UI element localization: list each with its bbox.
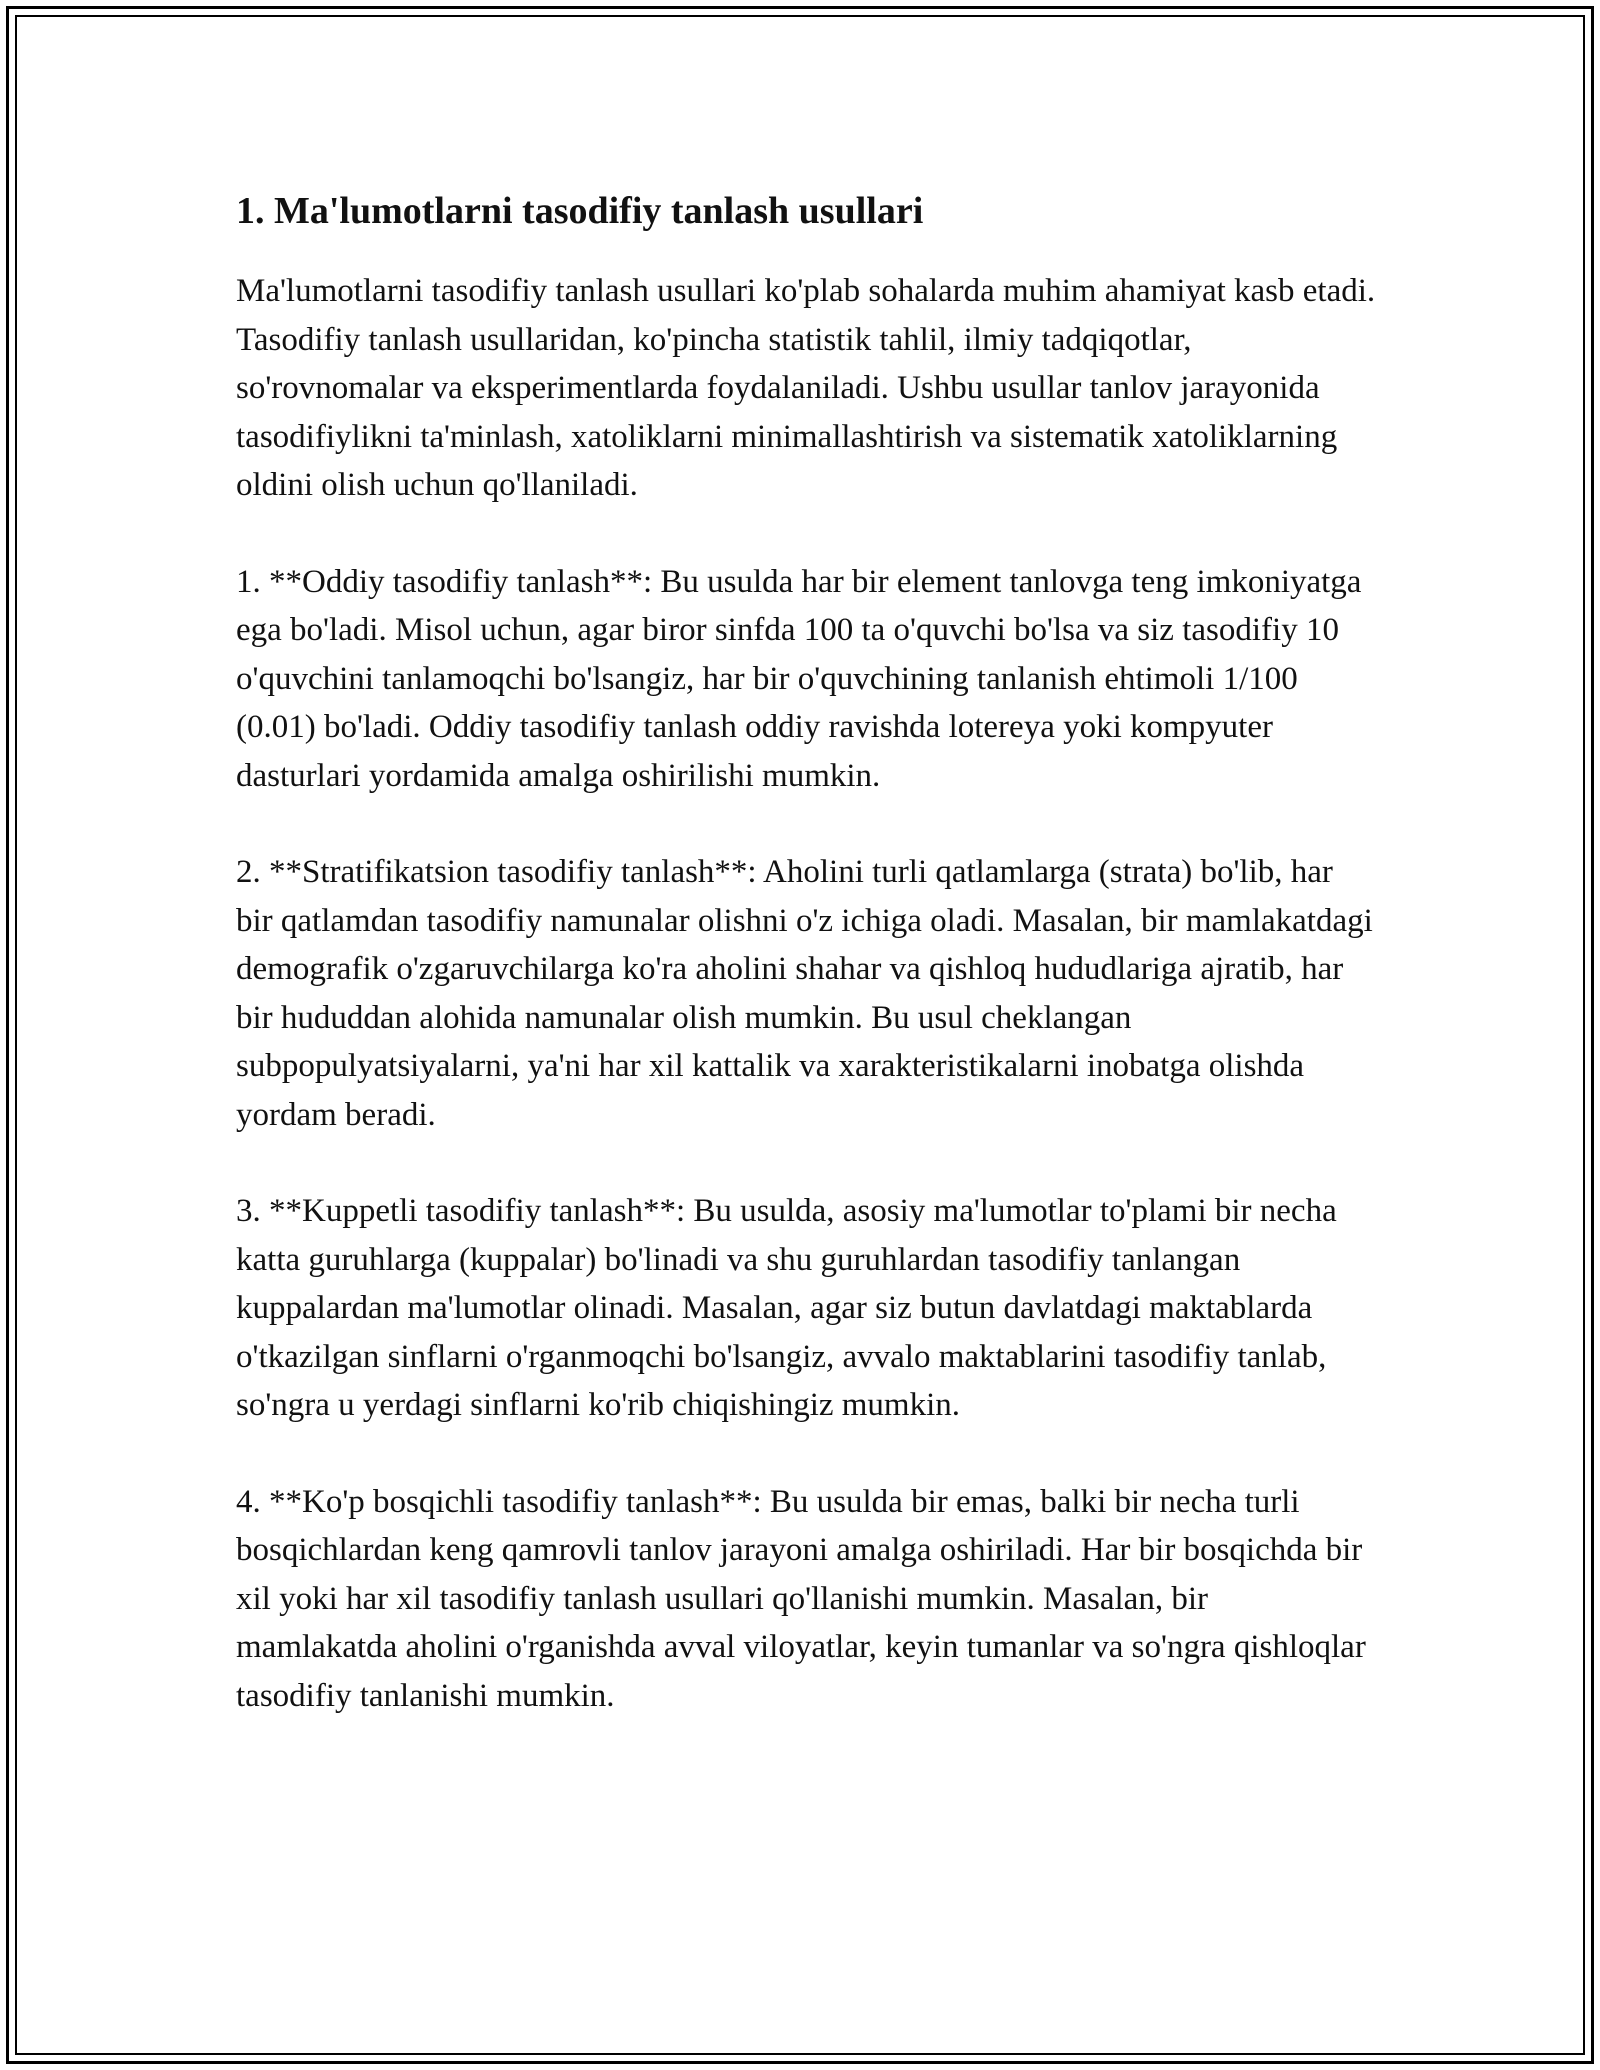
document-body [236, 185, 1376, 1768]
paragraph-simple-random-sampling: 1. **Oddiy tasodifiy tanlash**: Bu usulda har bir element tanlovga teng imkoniyatga ega bo'ladi. Misol uchun, agar biror sinfda 100 ta o'quvchi bo'lsa va siz tasodifiy 10 o'quvchini tanlamoqchi bo'lsangiz, har bir o'quvchining tanlanish ehtimoli 1/100 (0.01) bo'ladi. Oddiy tasodifiy tanlash oddiy ravishda lotereya yoki kompyuter dasturlari yordamida amalga oshirilishi mumkin. [236, 563, 1362, 794]
paragraph-cluster-sampling: 3. **Kuppetli tasodifiy tanlash**: Bu usulda, asosiy ma'lumotlar to'plami bir necha katta guruhlarga (kuppalar) bo'linadi va shu guruhlardan tasodifiy tanlangan kuppalardan ma'lumotlar olinadi. Masalan, agar siz butun davlatdagi maktablarda o'tkazilgan sinflarni o'rganmoqchi bo'lsangiz, avvalo maktablarini tasodifiy tanlab, so'ngra u yerdagi sinflarni ko'rib chiqishingiz mumkin. [236, 1193, 1337, 1423]
paragraph-multistage-sampling: 4. **Ko'p bosqichli tasodifiy tanlash**: Bu usulda bir emas, balki bir necha turli bosqichlardan keng qamrovli tanlov jarayoni amalga oshiriladi. Har bir bosqichda bir xil yoki har xil tasodifiy tanlash usullari qo'llanishi mumkin. Masalan, bir mamlakatda aholini o'rganishda avval viloyatlar, keyin tumanlar va so'ngra qishloqlar tasodifiy tanlanishi mumkin. [236, 1483, 1366, 1714]
paragraph-intro: Ma'lumotlarni tasodifiy tanlash usullari ko'plab sohalarda muhim ahamiyat kasb etadi. Tasodifiy tanlash usullaridan, ko'pincha statistik tahlil, ilmiy tadqiqotlar, so'rovnomalar va eksperimentlarda foydalaniladi. Ushbu usullar tanlov jarayonida tasodifiylikni ta'minlash, xatoliklarni minimallashtirish va sistematik xatoliklarning oldini olish uchun qo'llaniladi. [236, 273, 1376, 503]
document-title: 1. Ma'lumotlarni tasodifiy tanlash usullari [236, 190, 924, 232]
paragraph-stratified-sampling: 2. **Stratifikatsion tasodifiy tanlash**: Aholini turli qatlamlarga (strata) bo'lib, har bir qatlamdan tasodifiy namunalar olishni o'z ichiga oladi. Masalan, bir mamlakatdagi demografik o'zgaruvchilarga ko'ra aholini shahar va qishloq hududlariga ajratib, har bir hududdan alohida namunalar olish mumkin. Bu usul cheklangan subpopulyatsiyalarni, ya'ni har xil kattalik va xarakteristikalarni inobatga olishda yordam beradi. [236, 854, 1373, 1133]
